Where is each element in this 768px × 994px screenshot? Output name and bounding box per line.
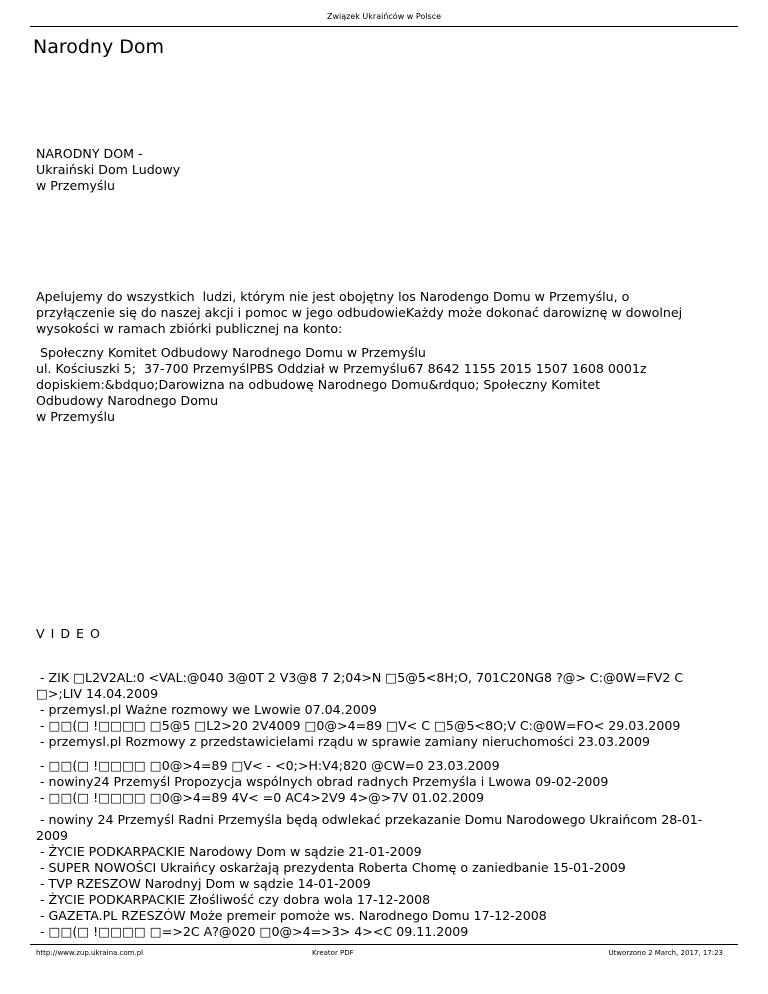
appeal-line: Apelujemy do wszystkich ludzi, którym nie jest obojętny los Narodengo Domu w Przemyślu, o xyxy=(36,289,630,304)
news-item[interactable]: - □□(□ !□□□□ □5@5 □L2>20 2V4009 □0@>4=89 □V< C □5@5<8O;V C:@0W=FO< 29.03.2009 xyxy=(36,718,681,733)
news-item[interactable]: □>;LIV 14.04.2009 xyxy=(36,686,159,701)
footer-generator: Kreator PDF xyxy=(312,949,354,957)
account-line: Odbudowy Narodnego Domu xyxy=(36,393,219,408)
site-title: Związek Ukraińców w Polsce xyxy=(326,12,442,21)
appeal-line: przyłączenie się do naszej akcji i pomoc w jego odbudowieKażdy może dokonać darowiznę w dowolnej xyxy=(36,305,683,320)
news-item[interactable]: - □□(□ !□□□□ □=>2C A?@020 □0@>4=>3> 4><C 09.11.2009 xyxy=(36,924,469,939)
news-item[interactable]: - □□(□ !□□□□ □0@>4=89 □V< - <0;>H:V4;820 @CW=0 23.03.2009 xyxy=(36,758,500,773)
news-item[interactable]: - ZIK □L2V2AL:0 <VAL:@040 3@0T 2 V3@8 7 2;04>N □5@5<8H;O, 701C20NG8 ?@> C:@0W=FV2 C xyxy=(36,670,684,685)
appeal-paragraph xyxy=(36,289,736,337)
account-line: dopiskiem:&bdquo;Darowizna na odbudowę Narodnego Domu&rdquo; Społeczny Komitet xyxy=(36,377,601,392)
page-title: Narodny Dom xyxy=(33,36,165,58)
appeal-line: wysokości w ramach zbiórki publicznej na konto: xyxy=(36,321,343,336)
news-item[interactable]: - GAZETA.PL RZESZÓW Może premeir pomoże ws. Narodnego Domu 17-12-2008 xyxy=(36,908,547,923)
footer-url: http://www.zup.ukraina.com.pl xyxy=(36,949,144,957)
footer-created: Utworzono 2 March, 2017, 17:23 xyxy=(608,949,723,957)
news-item[interactable]: - przemysl.pl Rozmowy z przedstawicielami rządu w sprawie zamiany nieruchomości 23.03.2009 xyxy=(36,734,651,749)
bank-account-block xyxy=(36,345,736,425)
intro-line: NARODNY DOM - xyxy=(36,146,143,161)
intro-block xyxy=(36,146,736,194)
news-item[interactable]: - SUPER NOWOŚCI Ukraińcy oskarżają prezydenta Roberta Chomę o zaniedbanie 15-01-2009 xyxy=(36,860,626,875)
news-list-1 xyxy=(36,670,736,750)
news-item[interactable]: - ŻYCIE PODKARPACKIE Narodowy Dom w sądzie 21-01-2009 xyxy=(36,844,422,859)
news-item[interactable]: - ŻYCIE PODKARPACKIE Złośliwość czy dobra wola 17-12-2008 xyxy=(36,892,431,907)
account-line: ul. Kościuszki 5; 37-700 PrzemyślPBS Oddział w Przemyślu67 8642 1155 2015 1507 1608 0001z xyxy=(36,361,647,376)
news-list-3 xyxy=(36,812,736,940)
intro-line: w Przemyślu xyxy=(36,178,115,193)
top-divider xyxy=(30,26,738,27)
news-item[interactable]: - przemysl.pl Ważne rozmowy we Lwowie 07.04.2009 xyxy=(36,702,377,717)
bottom-divider xyxy=(30,944,738,945)
news-item[interactable]: - TVP RZESZOW Narodnyj Dom w sądzie 14-01-2009 xyxy=(36,876,371,891)
intro-line: Ukraiński Dom Ludowy xyxy=(36,162,181,177)
video-heading: VIDEO xyxy=(36,626,106,641)
news-item[interactable]: - nowiny 24 Przemyśl Radni Przemyśla będą odwlekać przekazanie Domu Narodowego Ukraińcom 28-01- xyxy=(36,812,703,827)
news-list-2 xyxy=(36,758,736,806)
account-line: Społeczny Komitet Odbudowy Narodnego Domu w Przemyślu xyxy=(36,345,426,360)
news-item[interactable]: - □□(□ !□□□□ □0@>4=89 4V< =0 AC4>2V9 4>@>7V 01.02.2009 xyxy=(36,790,485,805)
news-item[interactable]: - nowiny24 Przemyśl Propozycja wspólnych obrad radnych Przemyśla i Lwowa 09-02-2009 xyxy=(36,774,609,789)
account-line: w Przemyślu xyxy=(36,409,115,424)
news-item[interactable]: 2009 xyxy=(36,828,69,843)
